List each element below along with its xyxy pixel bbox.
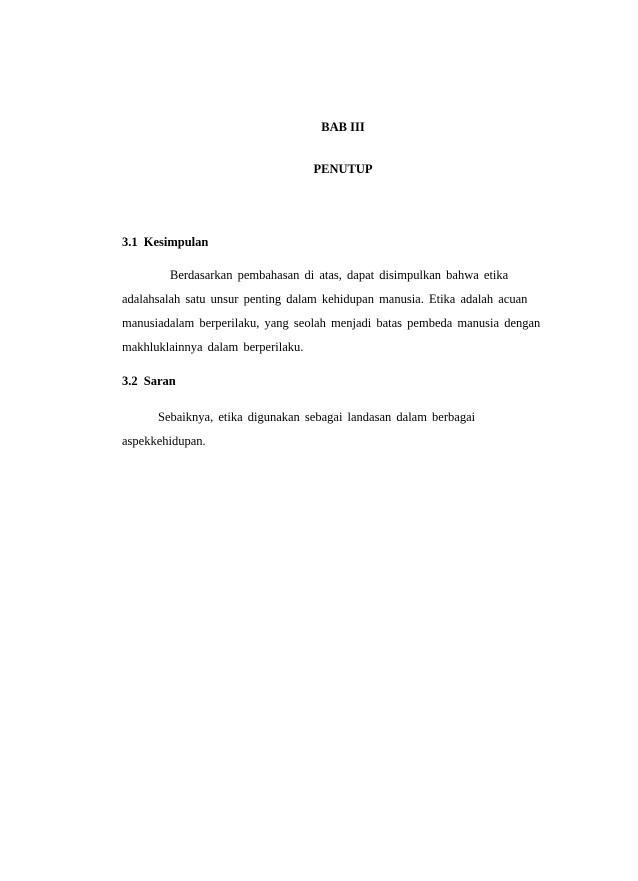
- paragraph-line: manusiadalam berperilaku, yang seolah menjadi batas pembeda manusia dengan: [122, 316, 541, 330]
- section-heading-kesimpulan: 3.1 Kesimpulan: [122, 235, 209, 249]
- paragraph-line: aspekkehidupan.: [122, 434, 206, 448]
- paragraph-line: Berdasarkan pembahasan di atas, dapat disimpulkan bahwa etika: [170, 268, 509, 282]
- chapter-title: PENUTUP: [313, 162, 373, 176]
- paragraph-line: makhluklainnya dalam berperilaku.: [122, 340, 304, 354]
- chapter-number: BAB III: [321, 120, 365, 134]
- paragraph-line: Sebaiknya, etika digunakan sebagai landasan dalam berbagai: [158, 410, 476, 424]
- section-heading-saran: 3.2 Saran: [122, 374, 176, 388]
- paragraph-line: adalahsalah satu unsur penting dalam kehidupan manusia. Etika adalah acuan: [122, 292, 528, 306]
